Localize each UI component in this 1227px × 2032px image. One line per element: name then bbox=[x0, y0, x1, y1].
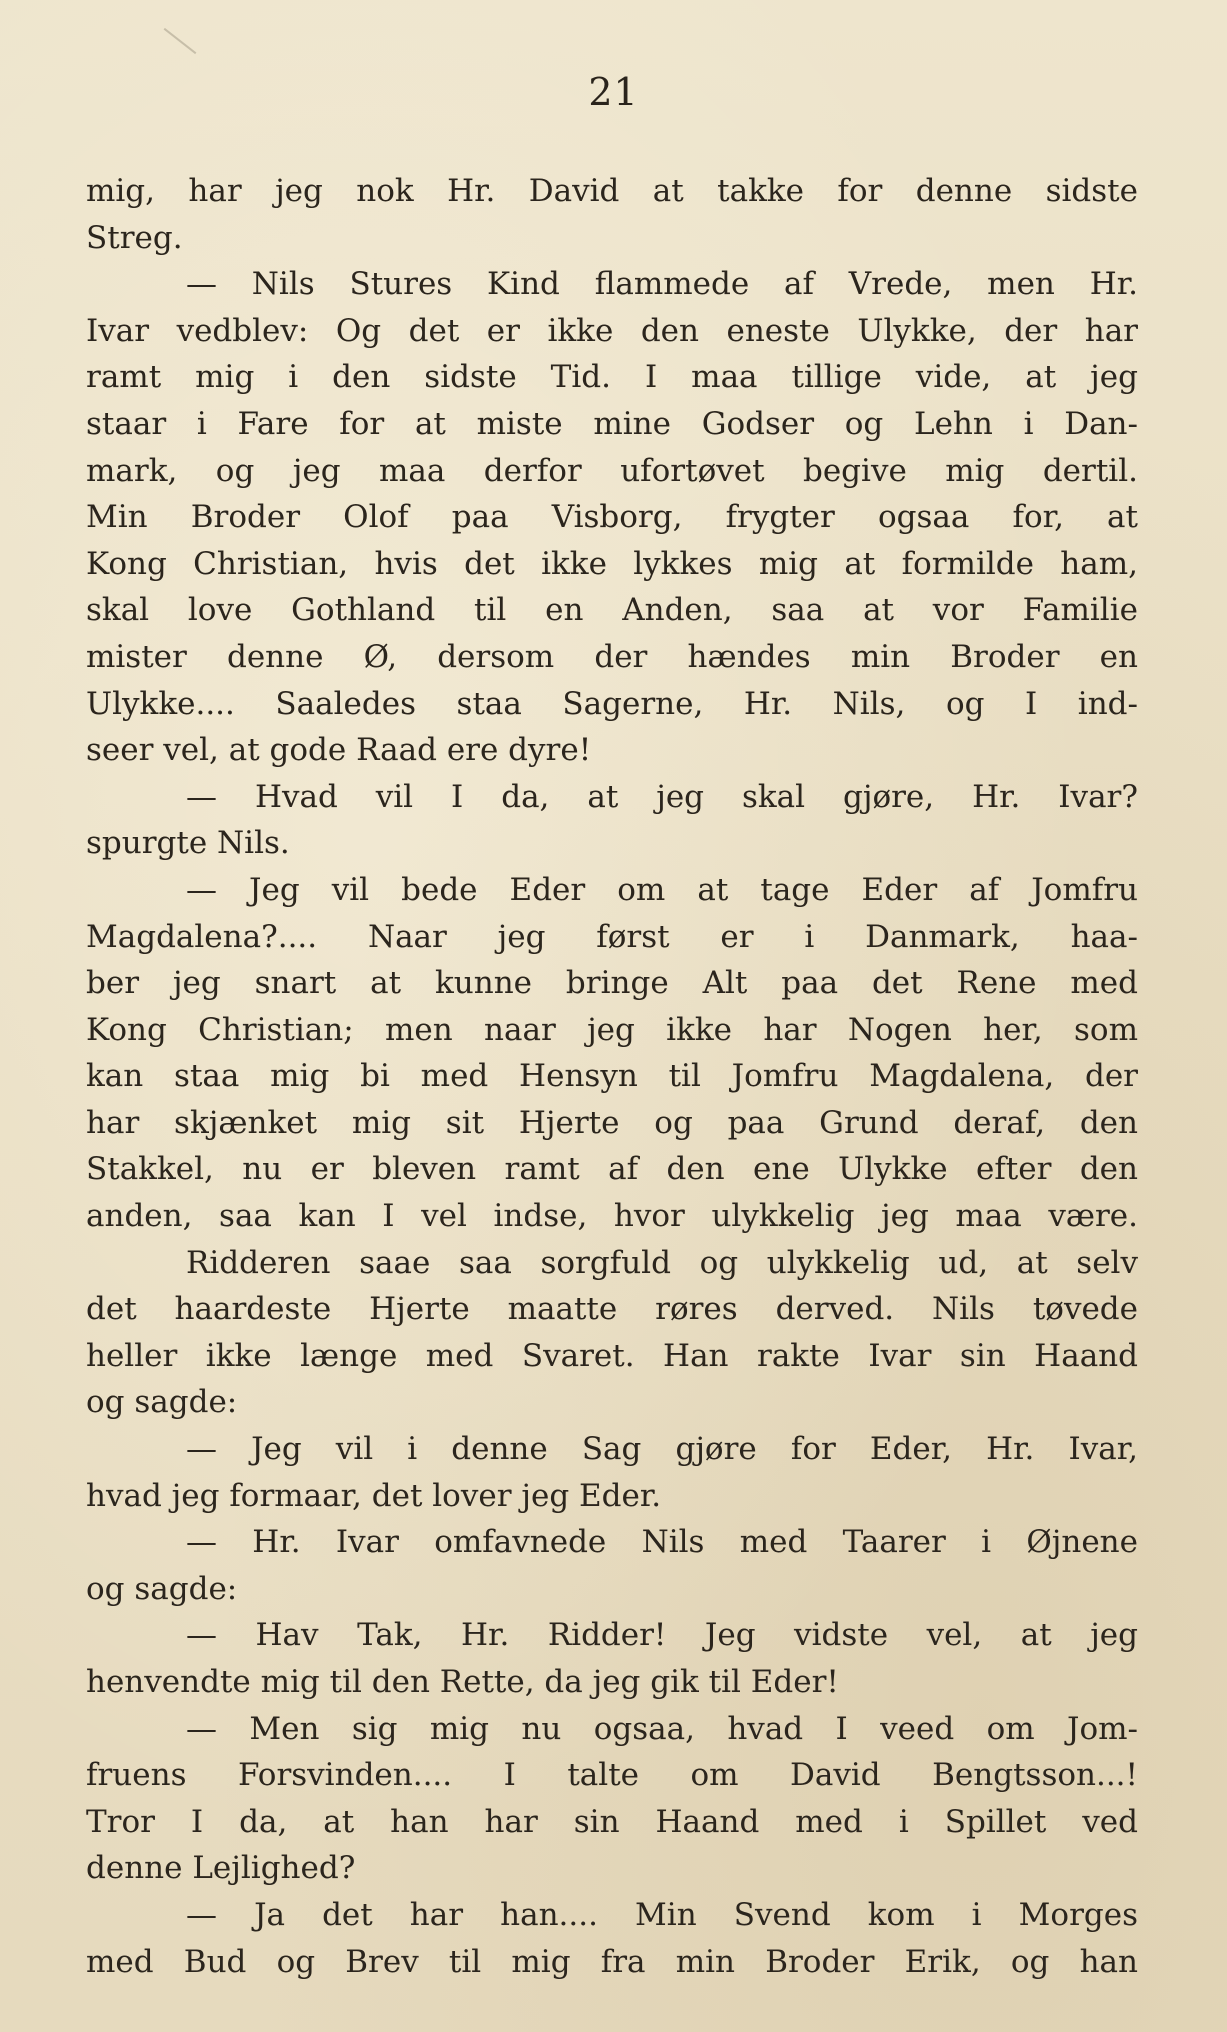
body-text bbox=[86, 168, 1138, 1985]
text-line: — Men sig mig nu ogsaa, hvad I veed om Jom- bbox=[186, 1710, 1138, 1747]
text-line: det haardeste Hjerte maatte røres derved. Nils tøvede bbox=[86, 1291, 1138, 1328]
text-line: Kong Christian; men naar jeg ikke har Nogen her, som bbox=[86, 1011, 1138, 1048]
text-line: Tror I da, at han har sin Haand med i Spillet ved bbox=[86, 1803, 1138, 1840]
text-line: ber jeg snart at kunne bringe Alt paa det Rene med bbox=[86, 965, 1138, 1002]
text-line: og sagde: bbox=[86, 1570, 238, 1607]
text-line: anden, saa kan I vel indse, hvor ulykkelig jeg maa være. bbox=[86, 1198, 1138, 1235]
text-line: kan staa mig bi med Hensyn til Jomfru Magdalena, der bbox=[86, 1058, 1138, 1095]
text-line: og sagde: bbox=[86, 1384, 238, 1421]
text-line: spurgte Nils. bbox=[86, 825, 290, 862]
text-line: — Nils Stures Kind flammede af Vrede, men Hr. bbox=[186, 266, 1138, 303]
text-line: mig, har jeg nok Hr. David at takke for denne sidste bbox=[86, 173, 1138, 209]
text-line: Min Broder Olof paa Visborg, frygter ogsaa for, at bbox=[86, 499, 1138, 536]
text-line: Kong Christian, hvis det ikke lykkes mig at formilde ham, bbox=[86, 545, 1138, 582]
text-line: Stakkel, nu er bleven ramt af den ene Ulykke efter den bbox=[86, 1151, 1138, 1188]
text-line: har skjænket mig sit Hjerte og paa Grund deraf, den bbox=[86, 1104, 1138, 1141]
text-line: ramt mig i den sidste Tid. I maa tillige vide, at jeg bbox=[86, 359, 1138, 396]
text-line: — Hav Tak, Hr. Ridder! Jeg vidste vel, at jeg bbox=[186, 1617, 1138, 1654]
text-line: — Hr. Ivar omfavnede Nils med Taarer i Øjnene bbox=[186, 1524, 1138, 1561]
text-line: heller ikke længe med Svaret. Han rakte Ivar sin Haand bbox=[86, 1337, 1138, 1374]
text-line: fruens Forsvinden.... I talte om David Bengtsson...! bbox=[86, 1757, 1138, 1794]
text-line: — Jeg vil bede Eder om at tage Eder af Jomfru bbox=[186, 871, 1138, 908]
text-line: henvendte mig til den Rette, da jeg gik til Eder! bbox=[86, 1664, 839, 1700]
text-line: staar i Fare for at miste mine Godser og Lehn i Dan- bbox=[86, 405, 1138, 442]
text-line: denne Lejlighed? bbox=[86, 1850, 356, 1887]
text-line: Ivar vedblev: Og det er ikke den eneste Ulykke, der har bbox=[86, 312, 1138, 349]
text-line: skal love Gothland til en Anden, saa at vor Familie bbox=[86, 592, 1138, 629]
text-line: mark, og jeg maa derfor ufortøvet begive mig dertil. bbox=[86, 452, 1138, 489]
text-line: Magdalena?.... Naar jeg først er i Danmark, haa- bbox=[86, 918, 1138, 955]
text-line: Ulykke.... Saaledes staa Sagerne, Hr. Nils, og I ind- bbox=[86, 685, 1138, 722]
paper-scratch-mark bbox=[164, 28, 197, 54]
text-line: — Ja det har han.... Min Svend kom i Morges bbox=[186, 1896, 1138, 1933]
text-line: — Jeg vil i denne Sag gjøre for Eder, Hr. Ivar, bbox=[186, 1431, 1138, 1468]
text-line: Ridderen saae saa sorgfuld og ulykkelig ud, at selv bbox=[186, 1244, 1138, 1281]
text-line: seer vel, at gode Raad ere dyre! bbox=[86, 732, 592, 769]
text-line: mister denne Ø, dersom der hændes min Broder en bbox=[86, 638, 1138, 675]
text-line: hvad jeg formaar, det lover jeg Eder. bbox=[86, 1477, 662, 1514]
text-line: Streg. bbox=[86, 219, 183, 256]
text-line: — Hvad vil I da, at jeg skal gjøre, Hr. Ivar? bbox=[186, 778, 1138, 815]
text-line: med Bud og Brev til mig fra min Broder Erik, og han bbox=[86, 1943, 1138, 1980]
page-number: 21 bbox=[588, 70, 639, 114]
